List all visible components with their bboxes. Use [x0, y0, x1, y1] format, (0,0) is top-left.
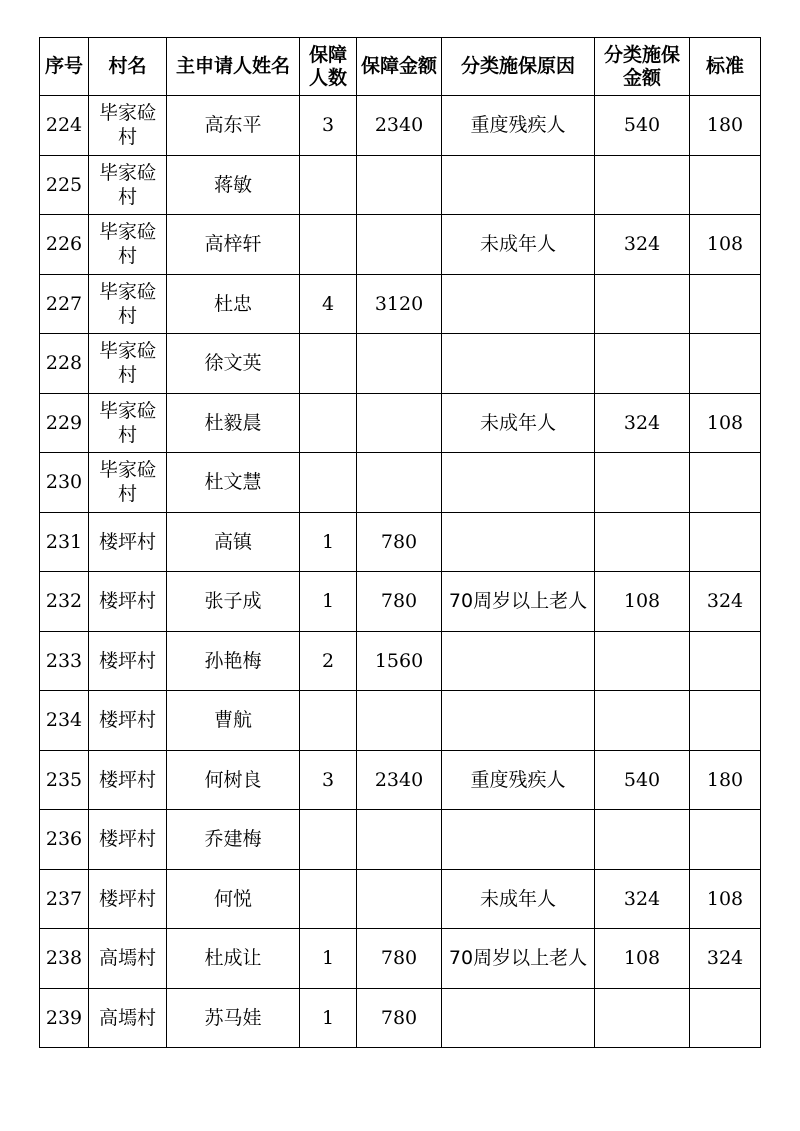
cell-amount: 780	[357, 988, 442, 1048]
cell-class-amount: 324	[595, 393, 690, 453]
cell-persons: 2	[300, 631, 357, 691]
cell-village: 楼坪村	[89, 810, 167, 870]
cell-applicant-name: 孙艳梅	[167, 631, 300, 691]
cell-persons: 4	[300, 274, 357, 334]
header-village: 村名	[89, 38, 167, 96]
cell-reason	[442, 155, 595, 215]
cell-reason	[442, 274, 595, 334]
header-class-amount: 分类施保金额	[595, 38, 690, 96]
header-reason: 分类施保原因	[442, 38, 595, 96]
cell-class-amount	[595, 155, 690, 215]
cell-persons	[300, 393, 357, 453]
table-row	[40, 810, 761, 870]
cell-class-amount	[595, 691, 690, 751]
cell-seq: 237	[40, 869, 89, 929]
cell-class-amount	[595, 988, 690, 1048]
cell-reason: 70周岁以上老人	[442, 572, 595, 632]
cell-village: 楼坪村	[89, 512, 167, 572]
cell-applicant-name: 高梓轩	[167, 215, 300, 275]
cell-persons	[300, 691, 357, 751]
cell-reason: 未成年人	[442, 215, 595, 275]
cell-amount	[357, 334, 442, 394]
cell-amount: 2340	[357, 750, 442, 810]
cell-seq: 227	[40, 274, 89, 334]
cell-reason	[442, 334, 595, 394]
cell-amount: 780	[357, 572, 442, 632]
cell-seq: 225	[40, 155, 89, 215]
cell-class-amount: 324	[595, 215, 690, 275]
cell-reason: 重度残疾人	[442, 96, 595, 156]
cell-class-amount	[595, 512, 690, 572]
assistance-table	[39, 37, 761, 1048]
cell-persons	[300, 334, 357, 394]
cell-village: 毕家硷村	[89, 393, 167, 453]
cell-amount: 780	[357, 929, 442, 989]
table-row	[40, 869, 761, 929]
cell-class-amount: 540	[595, 750, 690, 810]
cell-seq: 224	[40, 96, 89, 156]
cell-persons: 1	[300, 572, 357, 632]
cell-applicant-name: 蒋敏	[167, 155, 300, 215]
cell-amount	[357, 869, 442, 929]
cell-reason: 未成年人	[442, 869, 595, 929]
table-row	[40, 988, 761, 1048]
cell-standard	[690, 988, 761, 1048]
cell-persons: 1	[300, 512, 357, 572]
cell-persons: 1	[300, 929, 357, 989]
table-row	[40, 691, 761, 751]
cell-standard	[690, 453, 761, 513]
cell-seq: 239	[40, 988, 89, 1048]
cell-standard: 324	[690, 929, 761, 989]
cell-persons	[300, 453, 357, 513]
cell-amount	[357, 453, 442, 513]
cell-village: 毕家硷村	[89, 453, 167, 513]
cell-amount: 3120	[357, 274, 442, 334]
cell-class-amount: 540	[595, 96, 690, 156]
cell-persons: 1	[300, 988, 357, 1048]
cell-village: 楼坪村	[89, 691, 167, 751]
cell-applicant-name: 何树良	[167, 750, 300, 810]
cell-standard: 324	[690, 572, 761, 632]
cell-seq: 236	[40, 810, 89, 870]
table-row	[40, 274, 761, 334]
cell-village: 毕家硷村	[89, 274, 167, 334]
cell-standard	[690, 810, 761, 870]
header-seq: 序号	[40, 38, 89, 96]
cell-amount	[357, 215, 442, 275]
cell-reason	[442, 453, 595, 513]
cell-village: 楼坪村	[89, 572, 167, 632]
cell-class-amount	[595, 810, 690, 870]
table-row	[40, 631, 761, 691]
cell-seq: 230	[40, 453, 89, 513]
cell-amount: 780	[357, 512, 442, 572]
cell-class-amount: 108	[595, 572, 690, 632]
cell-village: 高墕村	[89, 929, 167, 989]
cell-standard: 108	[690, 393, 761, 453]
cell-applicant-name: 杜文慧	[167, 453, 300, 513]
table-row	[40, 393, 761, 453]
cell-amount: 2340	[357, 96, 442, 156]
table-row	[40, 453, 761, 513]
cell-reason	[442, 512, 595, 572]
cell-village: 高墕村	[89, 988, 167, 1048]
cell-standard	[690, 334, 761, 394]
cell-village: 毕家硷村	[89, 96, 167, 156]
cell-village: 楼坪村	[89, 631, 167, 691]
header-row	[40, 38, 761, 96]
cell-amount	[357, 393, 442, 453]
cell-reason: 重度残疾人	[442, 750, 595, 810]
header-standard: 标准	[690, 38, 761, 96]
cell-reason	[442, 810, 595, 870]
cell-seq: 226	[40, 215, 89, 275]
cell-standard: 108	[690, 215, 761, 275]
cell-standard	[690, 512, 761, 572]
cell-seq: 231	[40, 512, 89, 572]
cell-amount: 1560	[357, 631, 442, 691]
cell-applicant-name: 何悦	[167, 869, 300, 929]
cell-applicant-name: 杜成让	[167, 929, 300, 989]
cell-applicant-name: 杜忠	[167, 274, 300, 334]
header-amount: 保障金额	[357, 38, 442, 96]
cell-reason: 未成年人	[442, 393, 595, 453]
cell-village: 楼坪村	[89, 869, 167, 929]
cell-seq: 235	[40, 750, 89, 810]
cell-applicant-name: 高东平	[167, 96, 300, 156]
table-row	[40, 929, 761, 989]
cell-standard	[690, 691, 761, 751]
table-row	[40, 572, 761, 632]
cell-seq: 233	[40, 631, 89, 691]
cell-seq: 232	[40, 572, 89, 632]
cell-class-amount: 108	[595, 929, 690, 989]
cell-persons: 3	[300, 750, 357, 810]
cell-applicant-name: 苏马娃	[167, 988, 300, 1048]
cell-standard	[690, 155, 761, 215]
cell-amount	[357, 810, 442, 870]
cell-village: 毕家硷村	[89, 215, 167, 275]
cell-class-amount	[595, 453, 690, 513]
cell-standard	[690, 631, 761, 691]
table-row	[40, 512, 761, 572]
cell-standard	[690, 274, 761, 334]
cell-persons	[300, 869, 357, 929]
cell-reason: 70周岁以上老人	[442, 929, 595, 989]
cell-applicant-name: 乔建梅	[167, 810, 300, 870]
cell-standard: 108	[690, 869, 761, 929]
cell-seq: 238	[40, 929, 89, 989]
cell-class-amount: 324	[595, 869, 690, 929]
cell-village: 楼坪村	[89, 750, 167, 810]
cell-persons: 3	[300, 96, 357, 156]
cell-amount	[357, 155, 442, 215]
cell-class-amount	[595, 631, 690, 691]
cell-persons	[300, 810, 357, 870]
header-persons: 保障人数	[300, 38, 357, 96]
cell-applicant-name: 杜毅晨	[167, 393, 300, 453]
cell-class-amount	[595, 334, 690, 394]
table-row	[40, 215, 761, 275]
cell-seq: 234	[40, 691, 89, 751]
table-row	[40, 155, 761, 215]
cell-reason	[442, 691, 595, 751]
cell-persons	[300, 155, 357, 215]
cell-seq: 228	[40, 334, 89, 394]
cell-reason	[442, 631, 595, 691]
cell-applicant-name: 高镇	[167, 512, 300, 572]
cell-village: 毕家硷村	[89, 334, 167, 394]
table-row	[40, 334, 761, 394]
cell-applicant-name: 张子成	[167, 572, 300, 632]
cell-persons	[300, 215, 357, 275]
cell-applicant-name: 徐文英	[167, 334, 300, 394]
cell-seq: 229	[40, 393, 89, 453]
cell-reason	[442, 988, 595, 1048]
cell-class-amount	[595, 274, 690, 334]
cell-village: 毕家硷村	[89, 155, 167, 215]
cell-standard: 180	[690, 750, 761, 810]
cell-amount	[357, 691, 442, 751]
table-row	[40, 96, 761, 156]
cell-standard: 180	[690, 96, 761, 156]
header-applicant: 主申请人姓名	[167, 38, 300, 96]
cell-applicant-name: 曹航	[167, 691, 300, 751]
table-row	[40, 750, 761, 810]
